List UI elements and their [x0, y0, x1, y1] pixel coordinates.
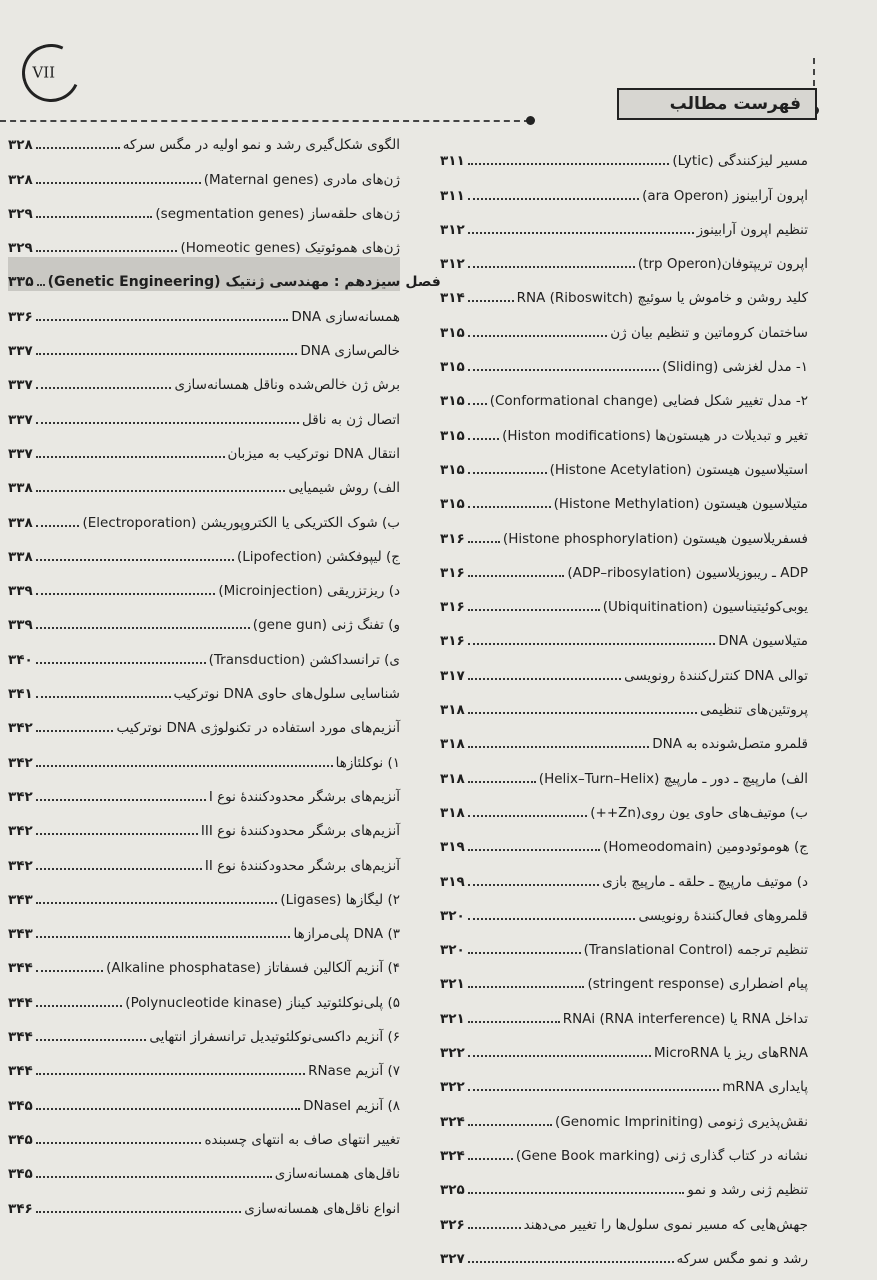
toc-page-number: ۳۴۱ — [8, 686, 33, 703]
toc-entry-title: آنزیم‌های برشگر محدودکنندهٔ نوع II — [204, 857, 400, 874]
divider-dot — [526, 116, 535, 125]
toc-leader-dots — [468, 712, 697, 714]
toc-entry — [8, 429, 400, 463]
toc-entry-title: ناقل‌های همسانه‌سازی — [274, 1166, 400, 1183]
toc-page-number: ۳۱۶ — [440, 530, 465, 547]
toc-page-number: ۳۲۴ — [440, 1147, 465, 1164]
toc-leader-dots — [468, 815, 588, 817]
toc-page-number: ۳۱۵ — [440, 324, 465, 341]
toc-leader-dots — [468, 918, 636, 920]
toc-leader-dots — [36, 799, 206, 801]
toc-entry-title: ی) ترانسداکشن (Transduction) — [208, 651, 400, 668]
toc-entry — [440, 376, 808, 410]
toc-leader-dots — [468, 369, 659, 371]
toc-entry-title: انواع ناقل‌های همسانه‌سازی — [244, 1200, 400, 1217]
toc-entry-title: ۲- مدل تغییر شکل فضایی (Conformational change) — [489, 393, 808, 410]
toc-page-number: ۳۳۶ — [8, 308, 33, 325]
toc-page-number: ۳۳۵ — [8, 274, 34, 291]
toc-page-number: ۳۳۸ — [8, 514, 33, 531]
toc-entry — [440, 273, 808, 307]
toc-leader-dots — [36, 559, 234, 561]
toc-entry — [440, 342, 808, 376]
toc-entry-title: اپرون تریپتوفان(trp Operon) — [637, 256, 808, 273]
toc-page-number: ۳۴۰ — [8, 651, 33, 668]
toc-leader-dots — [36, 456, 225, 458]
page-number-badge — [14, 36, 88, 110]
toc-page-number: ۳۳۷ — [8, 445, 33, 462]
toc-page-number: ۳۱۱ — [440, 187, 465, 204]
toc-entry-title: تغییر انتهای صاف به انتهای چسبنده — [204, 1131, 400, 1148]
toc-entry-title: ۷) آنزیم RNase — [308, 1063, 400, 1080]
toc-entry — [440, 479, 808, 513]
toc-entry — [8, 120, 400, 154]
toc-entry-title: استیلاسیون هیستون (Histone Acetylation) — [549, 461, 808, 478]
toc-leader-dots — [468, 403, 487, 405]
toc-entry — [440, 1062, 808, 1096]
toc-entry — [8, 600, 400, 634]
toc-leader-dots — [36, 422, 299, 424]
toc-entry — [8, 737, 400, 771]
toc-page-number: ۳۴۴ — [8, 1029, 33, 1046]
toc-page-number: ۳۴۶ — [8, 1200, 33, 1217]
toc-entry — [440, 205, 808, 239]
toc-leader-dots — [468, 1055, 651, 1057]
toc-entry — [440, 445, 808, 479]
page-number: VII — [32, 63, 56, 82]
toc-page-number: ۳۱۶ — [440, 599, 465, 616]
toc-entry-title: اتصال ژن به ناقل — [302, 411, 400, 428]
toc-entry — [440, 719, 808, 753]
toc-leader-dots — [36, 387, 172, 389]
toc-entry — [8, 1183, 400, 1217]
toc-leader-dots — [468, 575, 565, 577]
toc-leader-dots — [36, 1039, 147, 1041]
toc-leader-dots — [36, 1176, 272, 1178]
toc-page-number: ۳۱۶ — [440, 633, 465, 650]
toc-entry-title: ۴) آنزیم آلکالین فسفاتاز (Alkaline phosphatase) — [106, 960, 400, 977]
toc-entry — [440, 136, 808, 170]
toc-leader-dots — [468, 506, 551, 508]
toc-leader-dots — [36, 319, 289, 321]
toc-entry — [8, 840, 400, 874]
toc-page-number: ۳۱۵ — [440, 427, 465, 444]
toc-leader-dots — [468, 678, 621, 680]
toc-page-number: ۳۱۹ — [440, 839, 465, 856]
toc-entry-title: تنظیم ژنی رشد و نمو — [687, 1182, 808, 1199]
toc-entry — [8, 1115, 400, 1149]
toc-leader-dots — [36, 696, 171, 698]
toc-entry — [8, 154, 400, 188]
toc-entry-title: توالی DNA کنترل‌کنندهٔ رونویسی — [624, 667, 808, 684]
toc-entry-title: RNAهای ریز یا MicroRNA — [653, 1045, 808, 1062]
toc-leader-dots — [36, 730, 114, 732]
toc-page-number: ۳۴۵ — [8, 1097, 33, 1114]
toc-entry — [8, 806, 400, 840]
toc-page-number: ۳۱۲ — [440, 256, 465, 273]
toc-page-number: ۳۳۷ — [8, 343, 33, 360]
toc-entry-title: فصل سیزدهم : مهندسی ژنتیک (Genetic Engineering) — [47, 274, 441, 291]
toc-entry — [440, 822, 808, 856]
toc-entry — [8, 326, 400, 360]
toc-entry-title: ژن‌های هموئوتیک (Homeotic genes) — [180, 240, 400, 257]
toc-entry-title: پایداری mRNA — [722, 1079, 808, 1096]
toc-entry-title: برش ژن خالص‌شده وناقل همسانه‌سازی — [174, 377, 400, 394]
toc-leader-dots — [36, 353, 298, 355]
toc-page-number: ۳۱۸ — [440, 736, 465, 753]
toc-entry-title: ب) شوک الکتریکی یا الکتروپوریشن (Electroporation) — [82, 514, 400, 531]
toc-page-number: ۳۲۰ — [440, 942, 465, 959]
toc-entry-title: ژن‌های مادری (Maternal genes) — [203, 171, 400, 188]
toc-page-number: ۳۳۸ — [8, 480, 33, 497]
toc-leader-dots — [468, 952, 581, 954]
toc-entry-title: ساختمان کروماتین و تنظیم بیان ژن — [610, 324, 808, 341]
toc-page-number: ۳۲۸ — [8, 171, 33, 188]
toc-leader-dots — [36, 525, 80, 527]
toc-page-number: ۳۴۴ — [8, 1063, 33, 1080]
toc-entry — [8, 1149, 400, 1183]
toc-page-number: ۳۲۵ — [440, 1182, 465, 1199]
toc-page-number: ۳۳۸ — [8, 548, 33, 565]
toc-entry — [440, 582, 808, 616]
toc-page-number: ۳۲۶ — [440, 1216, 465, 1233]
toc-leader-dots — [468, 163, 670, 165]
toc-entry-title: قلمروهای فعال‌کنندهٔ رونویسی — [638, 907, 808, 924]
toc-entry — [8, 463, 400, 497]
toc-page-number: ۳۲۱ — [440, 976, 465, 993]
toc-leader-dots — [36, 147, 120, 149]
toc-leader-dots — [36, 216, 153, 218]
toc-entry — [440, 1234, 808, 1268]
toc-entry — [8, 532, 400, 566]
toc-page-number: ۳۱۷ — [440, 667, 465, 684]
toc-page-number: ۳۲۹ — [8, 205, 33, 222]
toc-entry — [8, 634, 400, 668]
toc-left-column — [8, 120, 441, 1218]
toc-entry — [440, 685, 808, 719]
toc-entry — [440, 170, 808, 204]
toc-leader-dots — [468, 1089, 720, 1091]
toc-entry — [8, 291, 400, 325]
toc-entry-title: رشد و نمو مگس سرکه — [676, 1250, 808, 1267]
toc-entry — [8, 394, 400, 428]
toc-leader-dots — [36, 1073, 305, 1075]
toc-entry — [8, 772, 400, 806]
toc-page-number: ۳۲۰ — [440, 907, 465, 924]
toc-entry — [440, 925, 808, 959]
toc-leader-dots — [468, 1192, 685, 1194]
toc-page-number: ۳۲۷ — [440, 1250, 465, 1267]
toc-leader-dots — [468, 1158, 513, 1160]
toc-leader-dots — [36, 868, 202, 870]
toc-entry — [440, 1028, 808, 1062]
toc-entry-title: ۵) پلی‌نوکلئوتید کیناز (Polynucleotide kinase) — [125, 994, 400, 1011]
toc-right-column — [440, 136, 808, 1268]
toc-leader-dots — [468, 438, 499, 440]
toc-page-number: ۳۲۲ — [440, 1079, 465, 1096]
toc-entry — [8, 566, 400, 600]
toc-page-number: ۳۱۵ — [440, 393, 465, 410]
toc-page-number: ۳۳۷ — [8, 411, 33, 428]
toc-leader-dots — [37, 284, 45, 286]
toc-leader-dots — [36, 765, 333, 767]
toc-entry-title: جهش‌هایی که مسیر نموی سلول‌ها را تغییر می‌دهند — [523, 1216, 808, 1233]
toc-entry — [440, 993, 808, 1027]
toc-entry-title: ADP ـ ریبوزیلاسیون (ADP–ribosylation) — [567, 564, 808, 581]
toc-entry-title: متیلاسیون هیستون (Histone Methylation) — [553, 496, 808, 513]
toc-entry-title: ۸) آنزیم DNaseI — [303, 1097, 400, 1114]
toc-page-number: ۳۴۲ — [8, 754, 33, 771]
toc-entry-title: پروتئین‌های تنظیمی — [699, 702, 808, 719]
toc-page-number: ۳۱۵ — [440, 496, 465, 513]
toc-page-number: ۳۲۲ — [440, 1045, 465, 1062]
toc-entry — [8, 1080, 400, 1114]
toc-leader-dots — [468, 643, 716, 645]
toc-title: فهرست مطالب — [669, 94, 801, 114]
toc-entry — [440, 1096, 808, 1130]
toc-leader-dots — [36, 902, 278, 904]
toc-leader-dots — [36, 1211, 241, 1213]
toc-chapter-entry — [8, 257, 441, 291]
toc-entry-title: الف) مارپیچ ـ دور ـ مارپیچ (Helix–Turn–Helix) — [538, 770, 808, 787]
toc-entry — [8, 223, 400, 257]
toc-entry-title: ۱- مدل لغزشی (Sliding) — [662, 359, 808, 376]
toc-leader-dots — [468, 781, 536, 783]
toc-page-number: ۳۱۶ — [440, 564, 465, 581]
toc-page-number: ۳۱۹ — [440, 873, 465, 890]
toc-entry — [8, 669, 400, 703]
toc-entry — [8, 497, 400, 531]
toc-entry — [440, 1131, 808, 1165]
toc-entry — [8, 189, 400, 223]
toc-entry — [440, 513, 808, 547]
toc-entry — [440, 753, 808, 787]
toc-leader-dots — [468, 1124, 552, 1126]
toc-entry — [440, 788, 808, 822]
toc-page-number: ۳۲۸ — [8, 137, 33, 154]
toc-entry — [8, 943, 400, 977]
toc-header — [617, 88, 817, 120]
toc-entry-title: ۳) DNA پلی‌مرازها — [293, 926, 400, 943]
toc-leader-dots — [468, 266, 635, 268]
toc-leader-dots — [468, 335, 608, 337]
toc-entry — [440, 307, 808, 341]
toc-entry-title: ج) لیپوفکشن (Lipofection) — [236, 548, 400, 565]
toc-entry-title: الف) روش شیمیایی — [288, 480, 400, 497]
toc-page-number: ۳۴۲ — [8, 823, 33, 840]
toc-entry — [440, 239, 808, 273]
toc-leader-dots — [468, 232, 694, 234]
toc-page-number: ۳۳۹ — [8, 617, 33, 634]
toc-leader-dots — [468, 849, 600, 851]
toc-entry — [440, 1165, 808, 1199]
toc-entry-title: ژن‌های حلقه‌ساز (segmentation genes) — [155, 205, 400, 222]
toc-page-number: ۳۴۴ — [8, 960, 33, 977]
toc-page-number: ۳۴۵ — [8, 1166, 33, 1183]
toc-page-number: ۳۱۴ — [440, 290, 465, 307]
toc-entry — [8, 703, 400, 737]
toc-entry-title: متیلاسیون DNA — [718, 633, 808, 650]
toc-leader-dots — [468, 746, 650, 748]
toc-entry-title: نقش‌پذیری ژنومی (Genomic Impriniting) — [555, 1113, 808, 1130]
toc-leader-dots — [468, 198, 639, 200]
toc-entry-title: همسانه‌سازی DNA — [291, 308, 400, 325]
toc-entry-title: انتقال DNA نوترکیب به میزبان — [227, 445, 400, 462]
toc-leader-dots — [468, 884, 599, 886]
toc-entry — [8, 360, 400, 394]
toc-page-number: ۳۱۸ — [440, 702, 465, 719]
toc-entry-title: د) ریزتزریقی (Microinjection) — [218, 583, 400, 600]
toc-entry — [8, 875, 400, 909]
toc-entry-title: نشانه در کتاب گذاری ژنی (Gene Book marking) — [515, 1147, 808, 1164]
toc-page-number: ۳۴۴ — [8, 994, 33, 1011]
toc-page-number: ۳۲۱ — [440, 1010, 465, 1027]
toc-leader-dots — [36, 662, 206, 664]
toc-leader-dots — [36, 627, 250, 629]
toc-entry-title: ب) موتیف‌های حاوی یون روی(Zn++) — [590, 804, 808, 821]
toc-entry-title: تنظیم ترجمه (Translational Control) — [583, 942, 808, 959]
toc-entry-title: اپرون آرابینوز (ara Operon) — [642, 187, 808, 204]
toc-leader-dots — [36, 250, 178, 252]
toc-page-number: ۳۴۵ — [8, 1131, 33, 1148]
toc-leader-dots — [468, 1021, 560, 1023]
toc-page-number: ۳۴۲ — [8, 720, 33, 737]
toc-entry — [8, 977, 400, 1011]
toc-page-number: ۳۱۸ — [440, 770, 465, 787]
toc-entry — [8, 909, 400, 943]
toc-page-number: ۳۱۲ — [440, 221, 465, 238]
toc-page-number: ۳۲۹ — [8, 240, 33, 257]
toc-entry-title: ج) هوموئودومین (Homeodomain) — [603, 839, 808, 856]
toc-entry — [440, 856, 808, 890]
toc-leader-dots — [36, 970, 103, 972]
toc-page-number: ۳۲۴ — [440, 1113, 465, 1130]
toc-page-number: ۳۱۸ — [440, 804, 465, 821]
toc-entry — [440, 410, 808, 444]
toc-leader-dots — [468, 472, 547, 474]
toc-leader-dots — [468, 300, 514, 302]
toc-entry — [440, 616, 808, 650]
toc-entry-title: مسیر لیزکنندگی (Lytic) — [672, 153, 808, 170]
toc-entry — [440, 959, 808, 993]
toc-leader-dots — [36, 1142, 202, 1144]
toc-page-number: ۳۳۷ — [8, 377, 33, 394]
toc-leader-dots — [36, 593, 216, 595]
toc-entry-title: د) موتیف مارپیچ ـ حلقه ـ مارپیچ بازی — [602, 873, 808, 890]
toc-entry — [440, 650, 808, 684]
toc-entry-title: فسفریلاسیون هیستون (Histone phosphorylation) — [502, 530, 808, 547]
toc-leader-dots — [36, 490, 286, 492]
toc-leader-dots — [468, 1261, 674, 1263]
toc-entry-title: تنظیم اپرون آرابینوز — [696, 221, 808, 238]
toc-page-number: ۳۴۳ — [8, 926, 33, 943]
toc-entry — [8, 1012, 400, 1046]
toc-entry-title: ۲) لیگازها (Ligases) — [280, 891, 400, 908]
toc-entry-title: آنزیم‌های برشگر محدودکنندهٔ نوع I — [208, 788, 400, 805]
toc-page-number: ۳۳۹ — [8, 583, 33, 600]
toc-entry-title: تغیر و تبدیلات در هیستون‌ها (Histon modifications) — [502, 427, 808, 444]
toc-entry-title: قلمرو متصل‌شونده به DNA — [652, 736, 808, 753]
toc-page-number: ۳۴۳ — [8, 891, 33, 908]
toc-leader-dots — [36, 182, 201, 184]
toc-entry-title: یوبی‌کوئیتیناسیون (Ubiquitination) — [602, 599, 808, 616]
toc-leader-dots — [468, 609, 600, 611]
toc-entry-title: و) تفنگ ژنی (gene gun) — [252, 617, 400, 634]
toc-entry-title: خالص‌سازی DNA — [300, 343, 400, 360]
toc-leader-dots — [468, 1227, 521, 1229]
toc-entry-title: پیام اضطراری (stringent response) — [587, 976, 808, 993]
toc-entry-title: الگوی شکل‌گیری رشد و نمو اولیه در مگس سرکه — [122, 137, 400, 154]
toc-page-number: ۳۱۱ — [440, 153, 465, 170]
toc-page-number: ۳۱۵ — [440, 359, 465, 376]
toc-leader-dots — [36, 1108, 300, 1110]
toc-leader-dots — [36, 833, 198, 835]
toc-leader-dots — [36, 1005, 123, 1007]
toc-entry — [8, 1046, 400, 1080]
toc-leader-dots — [468, 986, 585, 988]
toc-entry — [440, 1199, 808, 1233]
toc-page-number: ۳۱۵ — [440, 461, 465, 478]
toc-entry-title: شناسایی سلول‌های حاوی DNA نوترکیب — [173, 686, 400, 703]
toc-leader-dots — [36, 936, 291, 938]
toc-entry-title: کلید روشن و خاموش یا سوئیچ RNA (Riboswitch) — [516, 290, 808, 307]
toc-entry — [440, 891, 808, 925]
toc-leader-dots — [468, 541, 500, 543]
toc-entry-title: تداخل RNA یا RNAi (RNA interference) — [562, 1010, 808, 1027]
toc-entry — [440, 548, 808, 582]
toc-entry-title: ۶) آنزیم داکسی‌نوکلئوتیدیل ترانسفراز انتهایی — [149, 1029, 400, 1046]
toc-page-number: ۳۴۲ — [8, 788, 33, 805]
toc-entry-title: آنزیم‌های برشگر محدودکنندهٔ نوع III — [200, 823, 400, 840]
toc-entry-title: ۱) نوکلئازها — [335, 754, 400, 771]
toc-page-number: ۳۴۲ — [8, 857, 33, 874]
toc-entry-title: آنزیم‌های مورد استفاده در تکنولوژی DNA نوترکیب — [116, 720, 400, 737]
